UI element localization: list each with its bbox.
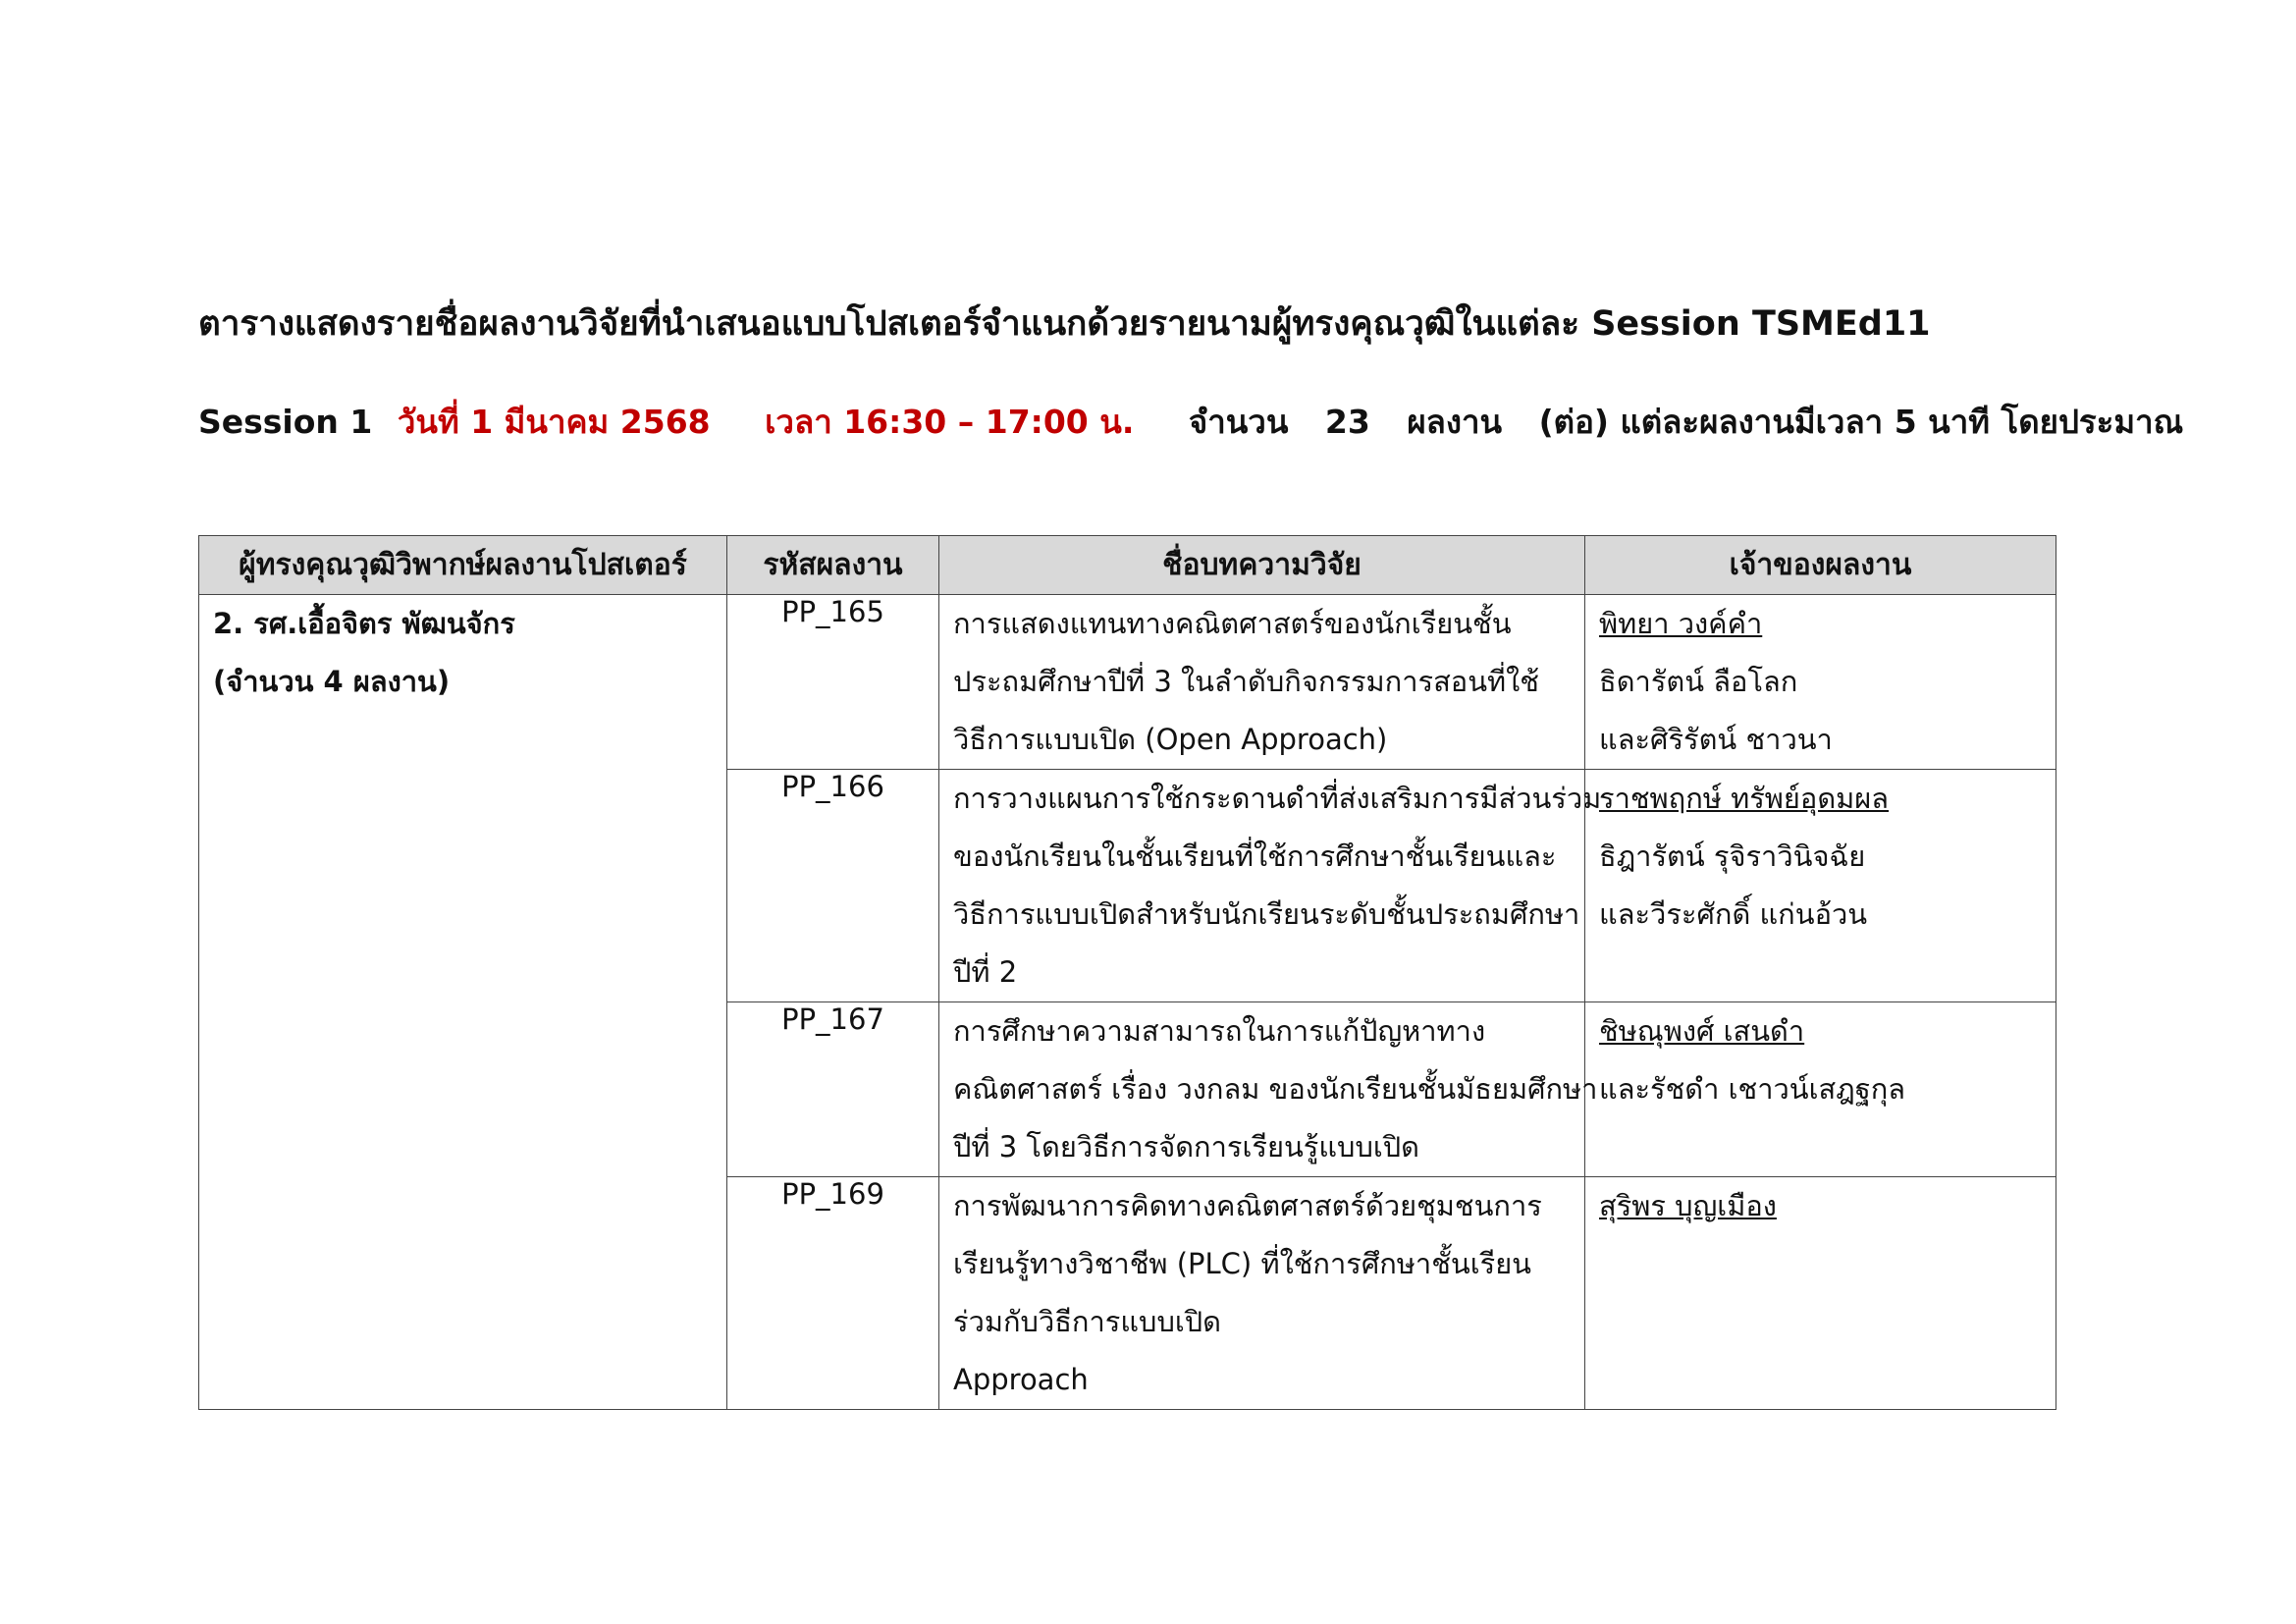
reviewer-count: (จำนวน 4 ผลงาน) bbox=[213, 665, 451, 698]
header-title: ชื่อบทความวิจัย bbox=[939, 536, 1585, 595]
reviewer-name: 2. รศ.เอื้อจิตร พัฒนจักร bbox=[213, 607, 515, 640]
header-code: รหัสผลงาน bbox=[727, 536, 939, 595]
owner-presenter: สุริพร บุญเมือง bbox=[1599, 1189, 1777, 1222]
paper-code: PP_169 bbox=[781, 1177, 884, 1211]
title-cell bbox=[939, 770, 1602, 1002]
title-cell bbox=[939, 1002, 1598, 1177]
poster-table bbox=[198, 535, 2056, 1410]
owner-line: และศิริรัตน์ ชาวนา bbox=[1599, 723, 1833, 756]
title-line: การศึกษาความสามารถในการแก้ปัญหาทาง bbox=[953, 1014, 1486, 1048]
title-line: Approach bbox=[953, 1363, 1089, 1396]
code-cell bbox=[727, 770, 939, 1002]
code-cell bbox=[727, 1002, 939, 1177]
owner-line: ธิฎารัตน์ รุจิราวินิจฉัย bbox=[1599, 839, 1866, 873]
session-note: (ต่อ) แต่ละผลงานมีเวลา 5 นาที โดยประมาณ bbox=[1538, 403, 2184, 441]
owner-line: และรัชดำ เชาวน์เสฎฐกุล bbox=[1599, 1072, 1906, 1106]
session-count: 23 bbox=[1324, 403, 1370, 441]
session-date: วันที่ 1 มีนาคม 2568 bbox=[397, 403, 711, 441]
title-line: การพัฒนาการคิดทางคณิตศาสตร์ด้วยชุมชนการ bbox=[953, 1189, 1542, 1222]
owner-cell bbox=[1585, 1002, 2056, 1177]
code-cell bbox=[727, 1177, 939, 1410]
table-row bbox=[199, 595, 2056, 770]
owner-cell bbox=[1585, 770, 2056, 1002]
paper-code: PP_166 bbox=[781, 770, 884, 803]
session-info bbox=[198, 393, 2183, 452]
owner-cell bbox=[1585, 595, 2056, 770]
session-count-unit: ผลงาน bbox=[1407, 403, 1503, 441]
owner-line: ธิดารัตน์ ลือโลก bbox=[1599, 665, 1798, 698]
session-label: Session 1 bbox=[198, 403, 373, 441]
header-reviewer: ผู้ทรงคุณวุฒิวิพากษ์ผลงานโปสเตอร์ bbox=[199, 536, 727, 595]
title-line: ของนักเรียนในชั้นเรียนที่ใช้การศึกษาชั้นเรียนและ bbox=[953, 839, 1557, 873]
session-count-label: จำนวน bbox=[1188, 403, 1289, 441]
title-line: วิธีการแบบเปิด (Open Approach) bbox=[953, 723, 1388, 756]
title-line: ประถมศึกษาปีที่ 3 ในลำดับกิจกรรมการสอนที่ใช้ bbox=[953, 665, 1539, 698]
title-line: ปีที่ 2 bbox=[953, 955, 1018, 989]
title-cell bbox=[939, 1177, 1585, 1410]
session-time: เวลา 16:30 – 17:00 น. bbox=[765, 403, 1135, 441]
owner-presenter: ชิษณุพงศ์ เสนดำ bbox=[1599, 1014, 1805, 1048]
header-owner: เจ้าของผลงาน bbox=[1585, 536, 2056, 595]
paper-code: PP_165 bbox=[781, 595, 884, 628]
paper-code: PP_167 bbox=[781, 1002, 884, 1036]
title-line: การแสดงแทนทางคณิตศาสตร์ของนักเรียนชั้น bbox=[953, 607, 1512, 640]
title-line: ปีที่ 3 โดยวิธีการจัดการเรียนรู้แบบเปิด bbox=[953, 1130, 1420, 1164]
title-line: เรียนรู้ทางวิชาชีพ (PLC) ที่ใช้การศึกษาชั้นเรียน bbox=[953, 1247, 1532, 1280]
title-line: ร่วมกับวิธีการแบบเปิด bbox=[953, 1305, 1222, 1338]
table-header-row bbox=[199, 536, 2056, 595]
title-line: วิธีการแบบเปิดสำหรับนักเรียนระดับชั้นประถมศึกษา bbox=[953, 897, 1580, 931]
title-cell bbox=[939, 595, 1585, 770]
title-line: คณิตศาสตร์ เรื่อง วงกลม ของนักเรียนชั้นมัธยมศึกษา bbox=[953, 1072, 1598, 1106]
reviewer-cell bbox=[199, 595, 727, 1410]
owner-cell bbox=[1585, 1177, 2056, 1410]
owner-presenter: ราชพฤกษ์ ทรัพย์อุดมผล bbox=[1599, 782, 1890, 815]
title-line: การวางแผนการใช้กระดานดำที่ส่งเสริมการมีส่วนร่วม bbox=[953, 782, 1602, 815]
document-title: ตารางแสดงรายชื่อผลงานวิจัยที่นำเสนอแบบโปสเตอร์จำแนกด้วยรายนามผู้ทรงคุณวุฒิในแต่ละ Session TSMEd11 bbox=[198, 304, 1931, 344]
owner-presenter: พิทยา วงค์คำ bbox=[1599, 607, 1763, 640]
code-cell bbox=[727, 595, 939, 770]
owner-line: และวีระศักดิ์ แก่นอ้วน bbox=[1599, 897, 1868, 931]
